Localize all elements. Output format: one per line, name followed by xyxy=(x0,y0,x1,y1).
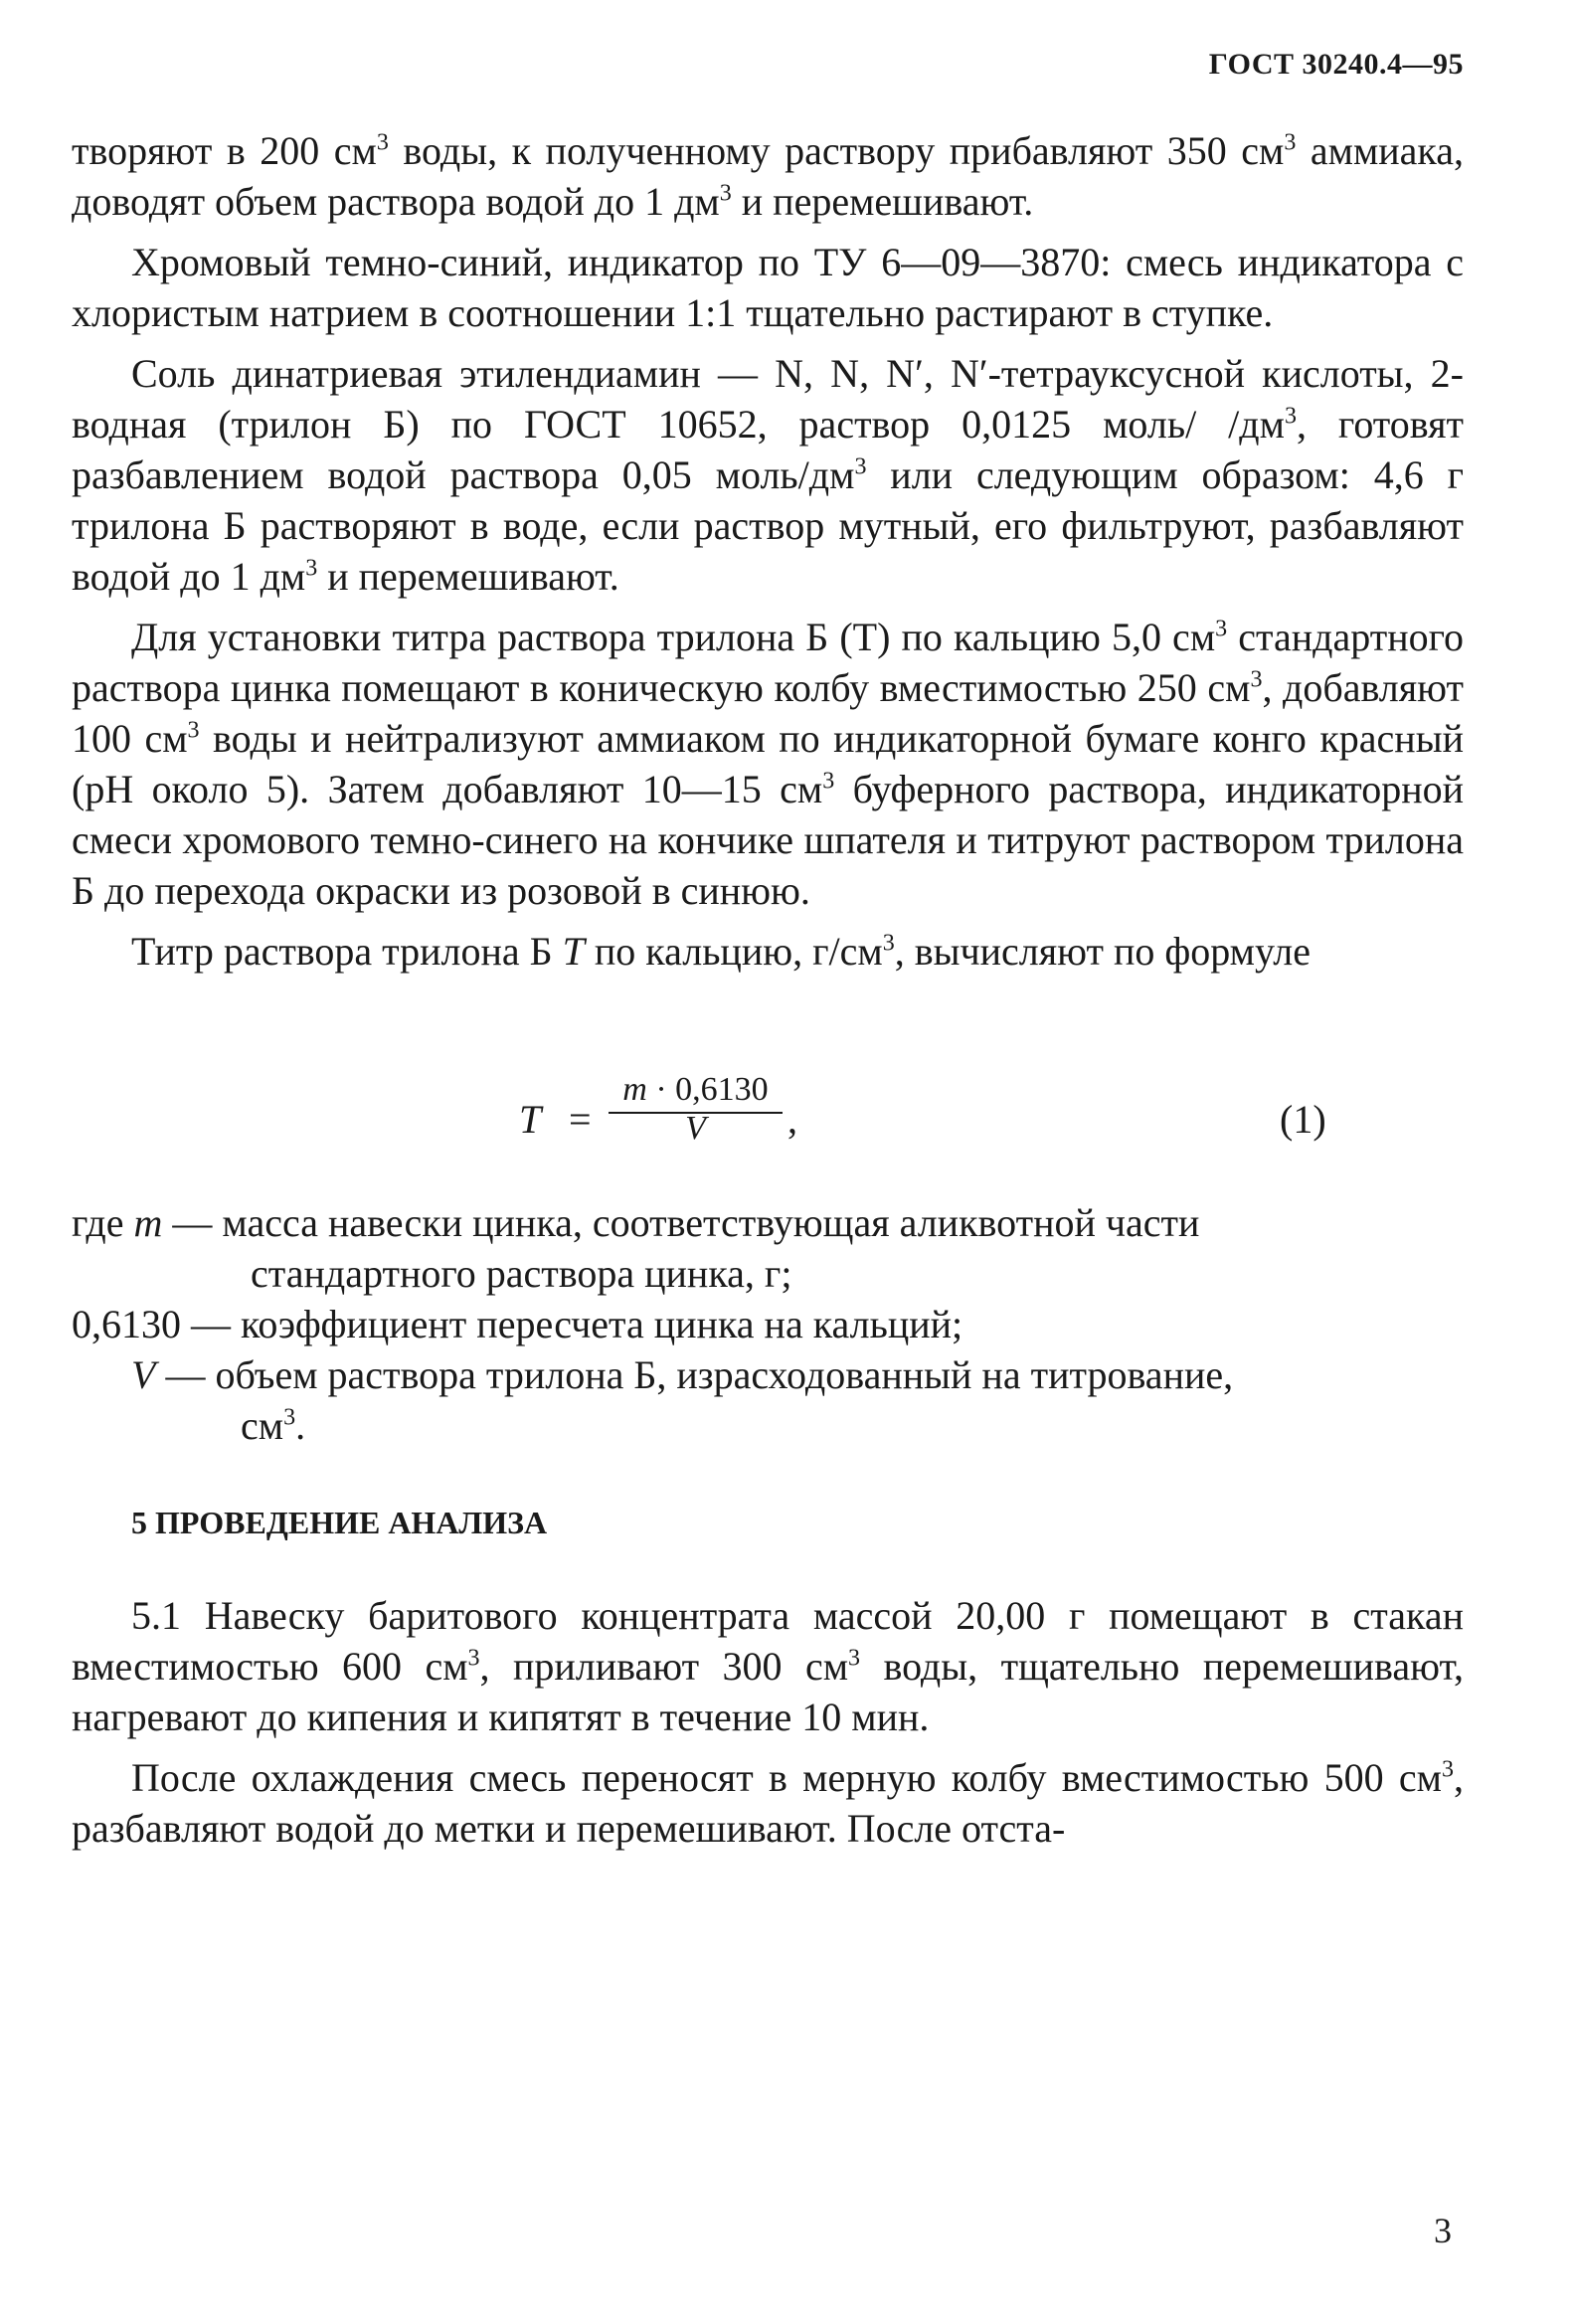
definition-v: V — объем раствора трилона Б, израсходованный на титрование, xyxy=(131,1352,1234,1397)
formula-block xyxy=(72,1042,1464,1191)
paragraph-titre-setting: Для установки титра раствора трилона Б (Т) по кальцию 5,0 $см^3$ стандартного раствора цинка помещают в коническую колбу вместимостью 250 $см^3$, добавляют 100 $см^3$ воды и нейтрализуют аммиаком по индикаторной бумаге конго красный (рН около 5). Затем добавляют 10—15 $см^3$ буферного раствора, индикаторной смеси хромового темно-синего на кончике шпателя и титруют раствором трилона Б до перехода окраски из розовой в синюю. xyxy=(72,615,1465,913)
paragraph-5-1: 5.1 Навеску баритового концентрата массой 20,00 г помещают в стакан вместимостью 600 $см^3$, приливают 300 $см^3$ воды, тщательно перемешивают, нагревают до кипения и кипятят в течение 10 мин. xyxy=(72,1593,1464,1739)
section-title: 5 ПРОВЕДЕНИЕ АНАЛИЗА xyxy=(131,1505,548,1540)
paragraph-buffer-preparation: творяют в 200 $см^3$ воды, к полученному раствору прибавляют 350 $см^3$ аммиака, доводят объем раствора водой до 1 $дм^3$ и перемешивают. xyxy=(72,128,1465,224)
body-text xyxy=(72,125,1464,1854)
paragraph-after-cooling: После охлаждения смесь переносят в мерную колбу вместимостью 500 $см^3$, разбавляют водой до метки и перемешивают. После отста- xyxy=(72,1755,1464,1851)
formula-numerator: m · 0,6130 xyxy=(609,1072,783,1114)
document-page xyxy=(72,40,1464,2277)
formula-comma: , xyxy=(787,1097,797,1142)
definition-m: где m — масса навески цинка, соответствующая аликвотной части xyxy=(72,1200,1200,1245)
formula-lhs: Т xyxy=(519,1097,542,1142)
standard-code-header: ГОСТ 30240.4—95 xyxy=(1208,48,1464,81)
formula-denominator: V xyxy=(685,1110,706,1147)
paragraph-titre-formula-intro: Титр раствора трилона Б Т по кальцию, $г/см^3$, вычисляют по формуле xyxy=(131,929,1311,974)
definition-coefficient: 0,6130 — коэффициент пересчета цинка на кальций; xyxy=(72,1302,963,1346)
definition-v-continued: $см^3$. xyxy=(241,1403,306,1448)
formula-fraction xyxy=(609,1071,783,1147)
paragraph-trilon-solution: Соль динатриевая этилендиамин — N, N, N′, N′-тетрауксусной кислоты, 2-водная (трилон Б) по ГОСТ 10652, раствор 0,0125 моль/ $/дм^3$, готовят разбавлением водой раствора 0,05 моль/$дм^3$ или следующим образом: 4,6 г трилона Б растворяют в воде, если раствор мутный, его фильтруют, разбавляют водой до 1 $дм^3$ и перемешивают. xyxy=(72,351,1464,599)
page-number: 3 xyxy=(1434,2211,1452,2250)
formula-definitions xyxy=(72,1197,1464,1451)
formula-equals: = xyxy=(569,1097,592,1142)
formula-number: (1) xyxy=(1280,1097,1326,1142)
definition-m-continued: стандартного раствора цинка, г; xyxy=(251,1251,792,1296)
paragraph-indicator: Хромовый темно-синий, индикатор по ТУ 6—09—3870: смесь индикатора с хлористым натрием в соотношении 1:1 тщательно растирают в ступке. xyxy=(72,240,1464,335)
